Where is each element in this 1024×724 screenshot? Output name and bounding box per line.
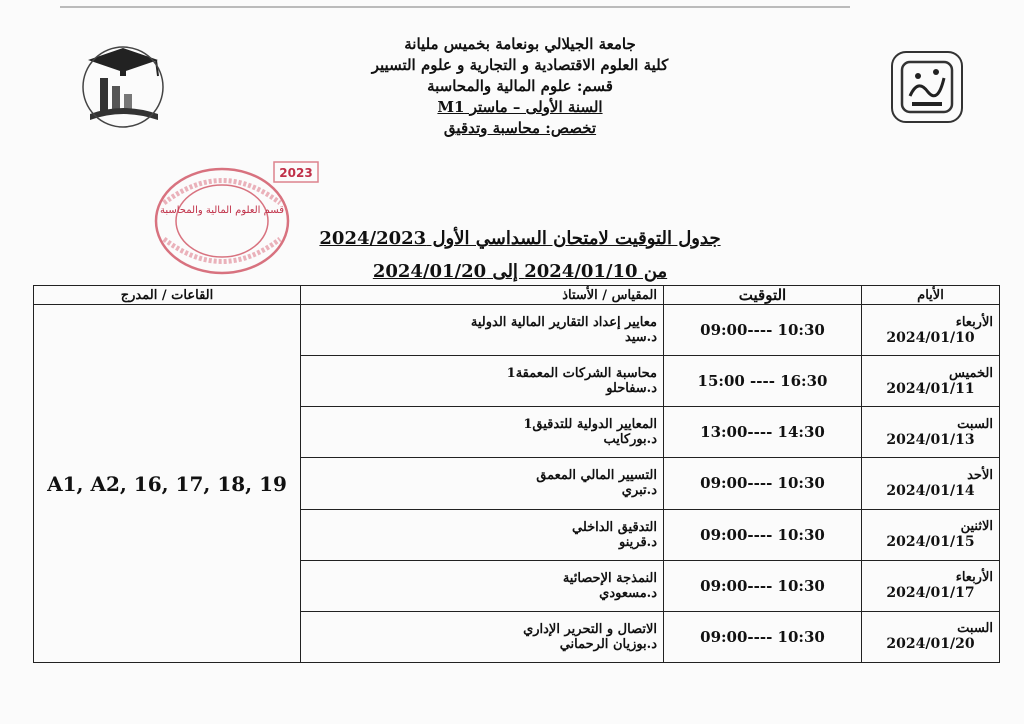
table-row — [34, 305, 1000, 356]
schedule-title — [260, 222, 780, 288]
header-time: التوقيت — [664, 286, 862, 305]
time-cell: 09:00---- 10:30 — [664, 611, 862, 662]
day-date: 2024/01/14 — [886, 482, 975, 499]
day-name: السبت — [957, 416, 993, 432]
header-halls: القاعات / المدرج — [34, 286, 301, 305]
module-cell — [301, 458, 664, 509]
professor-name: د.مسعودي — [599, 585, 657, 601]
day-date: 2024/01/15 — [886, 534, 975, 551]
module-cell — [301, 407, 664, 458]
day-date: 2024/01/20 — [886, 636, 975, 653]
professor-name: د.بوركايب — [603, 432, 657, 448]
stamp-text: قسم العلوم المالية والمحاسبة — [160, 205, 284, 216]
time-cell: 15:00 ---- 16:30 — [664, 356, 862, 407]
time-cell: 13:00---- 14:30 — [664, 407, 862, 458]
stamp-date-text: 2023 — [279, 166, 313, 180]
module-cell — [301, 560, 664, 611]
day-cell — [862, 560, 1000, 611]
day-date: 2024/01/11 — [886, 380, 975, 397]
day-date: 2024/01/17 — [886, 585, 975, 602]
document-header — [300, 34, 740, 139]
module-name: محاسبة الشركات المعمقة1 — [506, 366, 657, 382]
module-name: النمذجة الإحصائية — [562, 570, 657, 586]
faculty-logo — [78, 42, 168, 132]
professor-name: د.بوزيان الرحماني — [559, 636, 657, 652]
time-cell: 09:00---- 10:30 — [664, 560, 862, 611]
module-cell — [301, 611, 664, 662]
day-name: السبت — [957, 621, 993, 637]
table-header-row — [34, 286, 1000, 305]
professor-name: د.سيد — [625, 330, 657, 346]
day-date: 2024/01/13 — [886, 431, 975, 448]
title-line-2: من 2024/01/10 إلى 2024/01/20 — [372, 261, 668, 282]
header-module: المقياس / الأستاذ — [301, 286, 664, 305]
module-name: التسيير المالي المعمق — [536, 468, 657, 484]
study-year: السنة الأولى – ماستر M1 — [437, 98, 603, 116]
specialty: تخصص: محاسبة وتدقيق — [443, 119, 597, 137]
day-name: الخميس — [949, 365, 993, 381]
module-name: الاتصال و التحرير الإداري — [523, 621, 657, 637]
university-logo — [888, 48, 966, 126]
day-cell — [862, 407, 1000, 458]
day-name: الأربعاء — [955, 314, 993, 330]
time-cell: 09:00---- 10:30 — [664, 458, 862, 509]
day-name: الأربعاء — [955, 570, 993, 586]
day-name: الاثنين — [960, 519, 993, 535]
day-cell — [862, 356, 1000, 407]
module-cell — [301, 356, 664, 407]
day-cell — [862, 611, 1000, 662]
faculty-name: كلية العلوم الاقتصادية و التجارية و علوم التسيير — [371, 56, 669, 74]
university-name: جامعة الجيلالي بونعامة بخميس مليانة — [404, 35, 636, 53]
day-cell — [862, 305, 1000, 356]
professor-name: د.سفاحلو — [606, 381, 657, 397]
day-name: الأحد — [967, 467, 993, 483]
time-cell: 09:00---- 10:30 — [664, 509, 862, 560]
module-name: معايير إعداد التقارير المالية الدولية — [470, 315, 657, 331]
day-cell — [862, 509, 1000, 560]
department-name: قسم: علوم المالية والمحاسبة — [427, 77, 613, 95]
day-cell — [862, 458, 1000, 509]
halls-cell: A1, A2, 16, 17, 18, 19 — [34, 305, 301, 663]
module-cell — [301, 509, 664, 560]
module-cell — [301, 305, 664, 356]
scan-edge-line — [60, 6, 850, 8]
professor-name: د.قرينو — [619, 534, 657, 550]
header-days: الأيام — [862, 286, 1000, 305]
module-name: المعايير الدولية للتدقيق1 — [523, 417, 657, 433]
day-date: 2024/01/10 — [886, 329, 975, 346]
professor-name: د.تبري — [621, 483, 657, 499]
title-line-1: جدول التوقيت لامتحان السداسي الأول 2024/2023 — [319, 228, 721, 249]
stamp-date — [272, 158, 342, 188]
exam-schedule-table — [33, 285, 1000, 663]
time-cell: 09:00---- 10:30 — [664, 305, 862, 356]
module-name: التدقيق الداخلي — [571, 519, 657, 535]
